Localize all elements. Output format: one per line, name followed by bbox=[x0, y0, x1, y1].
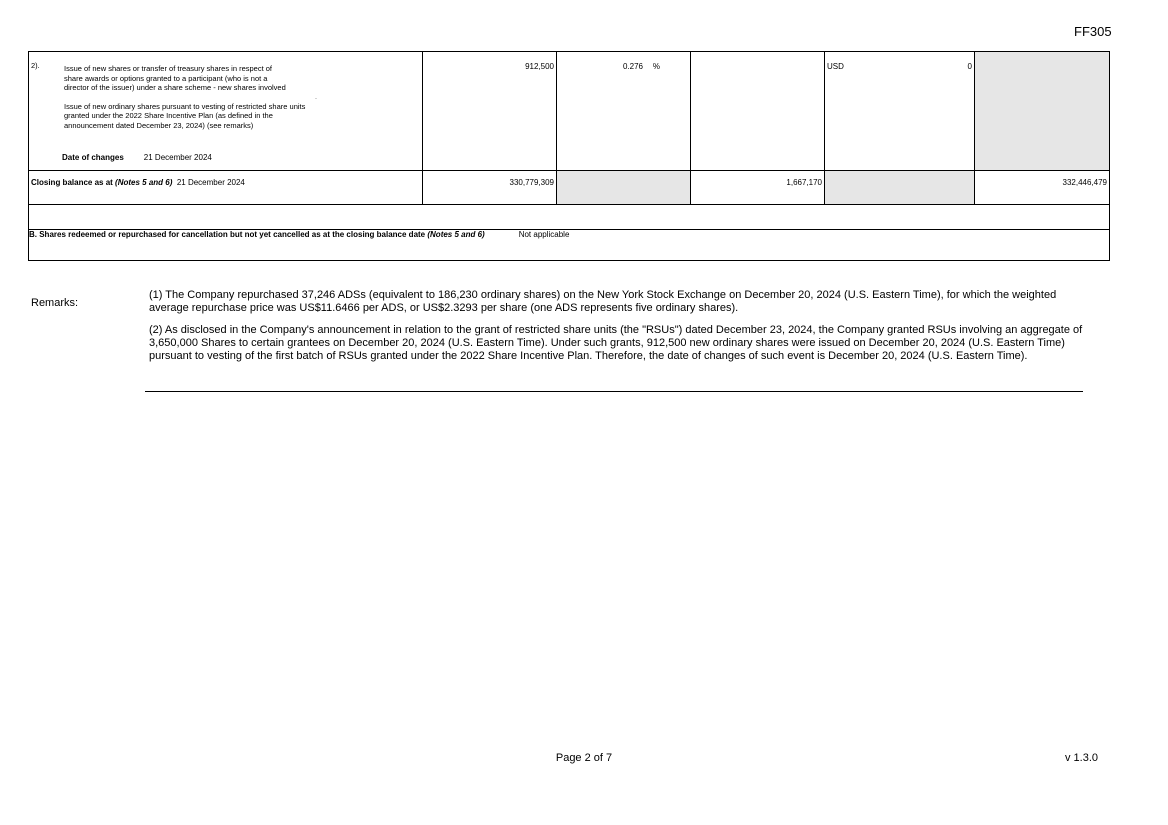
closing-col3: 1,667,170 bbox=[691, 171, 825, 205]
row2-description bbox=[64, 64, 394, 131]
closing-col1: 330,779,309 bbox=[423, 171, 557, 205]
row2-percent: 0.276 bbox=[622, 62, 643, 71]
closing-balance-label bbox=[29, 171, 423, 205]
row2-empty-cell bbox=[691, 52, 825, 171]
date-of-changes bbox=[62, 153, 212, 162]
row2-consideration: 0 bbox=[967, 62, 972, 71]
desc-line: granted under the 2022 Share Incentive Plan (as defined in the bbox=[64, 111, 273, 121]
closing-label-notes: (Notes 5 and 6) bbox=[115, 178, 173, 187]
section-b-row bbox=[29, 230, 1110, 261]
closing-balance-row bbox=[29, 171, 1110, 205]
desc-line: director of the issuer) under a share scheme - new shares involved bbox=[64, 83, 286, 93]
section-b-title: B. Shares redeemed or repurchased for cancellation but not yet cancelled as at the closing balance date bbox=[29, 230, 428, 239]
row2-grey-cell bbox=[975, 52, 1110, 171]
remark-2: (2) As disclosed in the Company's announcement in relation to the grant of restricted share units (the "RSUs") dated December 23, 2024, the Company granted RSUs involving an aggregate of 3,650,000 Shares to certain grantees on December 20, 2024 (U.S. Eastern Time). Under such grants, 912,500 new ordinary shares were issued on December 20, 2024 (U.S. Eastern Time) pursuant to vesting of the first batch of RSUs granted under the 2022 Share Incentive Plan. Therefore, the date of changes of such event is December 20, 2024 (U.S. Eastern Time). bbox=[149, 324, 1083, 362]
closing-col5: 332,446,479 bbox=[975, 171, 1110, 205]
closing-date: 21 December 2024 bbox=[176, 178, 245, 187]
closing-grey-cell bbox=[557, 171, 691, 205]
dot-mark: · bbox=[315, 96, 317, 102]
remark-1: (1) The Company repurchased 37,246 ADSs (equivalent to 186,230 ordinary shares) on the New York Stock Exchange on December 20, 2024 (U.S. Eastern Time), for which the weighted average repurchase price was US$11.6466 per ADS, or US$2.3293 per share (one ADS represents five ordinary shares). bbox=[149, 289, 1057, 314]
closing-label-text: Closing balance as at bbox=[31, 178, 116, 187]
desc-line: Issue of new ordinary shares pursuant to vesting of restricted share units bbox=[64, 101, 306, 111]
form-code: FF305 bbox=[1074, 24, 1112, 39]
date-value: 21 December 2024 bbox=[143, 153, 212, 162]
date-label: Date of changes bbox=[62, 153, 124, 162]
closing-grey-cell bbox=[825, 171, 975, 205]
share-movement-table bbox=[28, 51, 1110, 261]
blank-row bbox=[29, 205, 1110, 230]
desc-line: Issue of new shares or transfer of treasury shares in respect of bbox=[64, 64, 273, 73]
blank-cell bbox=[29, 205, 1110, 230]
percent-sign: % bbox=[652, 62, 660, 71]
row2-shares: 912,500 bbox=[423, 52, 557, 171]
row2-percent-cell bbox=[557, 52, 691, 171]
page-number: Page 2 of 7 bbox=[555, 752, 613, 764]
desc-line: share awards or options granted to a participant (who is not a bbox=[64, 73, 268, 83]
remarks-body bbox=[149, 289, 1083, 372]
section-b-cell bbox=[29, 230, 1110, 261]
section-b-notes: (Notes 5 and 6) bbox=[427, 230, 485, 239]
row2-consideration-cell bbox=[825, 52, 975, 171]
table-row-2 bbox=[29, 52, 1110, 171]
desc-line: announcement dated December 23, 2024) (see remarks) bbox=[64, 120, 254, 130]
section-b-value: Not applicable bbox=[518, 230, 570, 239]
spacer bbox=[64, 93, 394, 102]
remarks-underline bbox=[145, 391, 1083, 392]
row2-currency: USD bbox=[827, 62, 844, 71]
row-index: 2). bbox=[31, 61, 40, 70]
remarks-label: Remarks: bbox=[31, 297, 79, 309]
row2-description-cell bbox=[29, 52, 423, 171]
version-label: v 1.3.0 bbox=[1064, 752, 1098, 764]
